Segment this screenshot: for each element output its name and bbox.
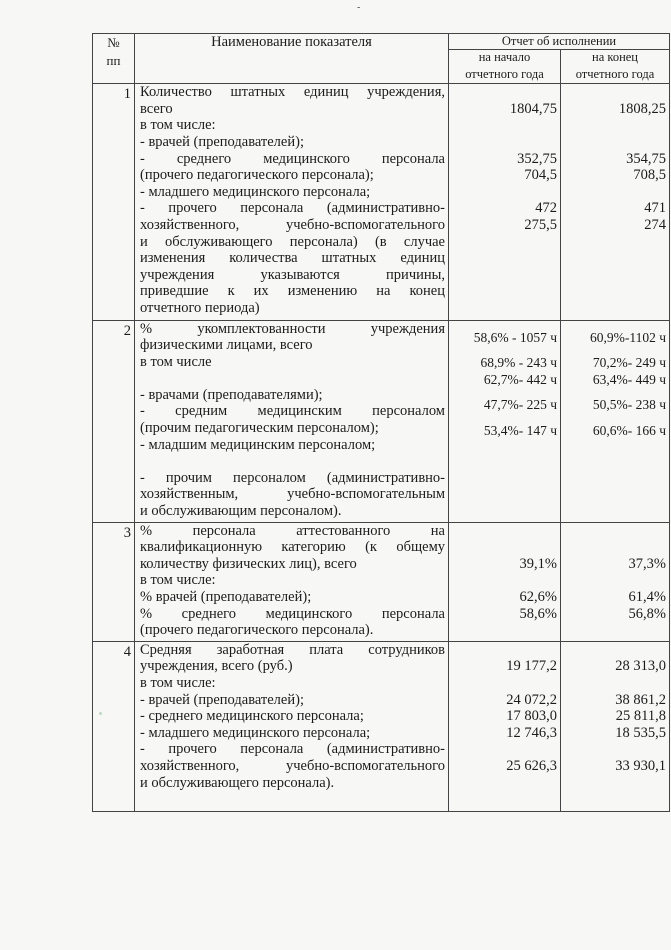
row-number: 1 — [93, 84, 135, 320]
row-name: % укомплектованности учреждения физическими лицами, всего в том числе - врачами (преподавателями); - средним медицинским персоналом (прочим педагогическим персоналом); - младшим медицинским персоналом; - прочим персоналом (административно- хозяйственным, учебно-вспомогательным и обслуживающим персоналом). — [135, 320, 449, 522]
header-group: Отчет об исполнении — [449, 34, 670, 50]
header-start: на начало отчетного года — [449, 50, 561, 84]
table-row — [93, 320, 670, 522]
start-values: 58,6% - 1057 ч 68,9% - 243 ч 62,7%- 442 ч 47,7%- 225 ч 53,4%- 147 ч — [449, 320, 561, 522]
table-row — [93, 84, 670, 320]
row-number: 2 — [93, 320, 135, 522]
row-name: % персонала аттестованного на квалификационную категорию (к общему количеству физических лиц), всего в том числе: % врачей (преподавателей); % среднего медицинского персонала (прочего педагогического персонала). — [135, 522, 449, 641]
start-values: 19 177,2 24 072,2 17 803,0 12 746,3 25 626,3 — [449, 641, 561, 811]
row-name: Средняя заработная плата сотрудников учреждения, всего (руб.) в том числе: - врачей (преподавателей); - среднего медицинского персонала; - младшего медицинского персонала; - прочего персонала (административно- хозяйственного, учебно-вспомогательного и обслуживающего персонала). — [135, 641, 449, 811]
row-number: 4 — [93, 641, 135, 811]
table-row — [93, 641, 670, 811]
header-end: на конец отчетного года — [561, 50, 670, 84]
end-values: 28 313,0 38 861,2 25 811,8 18 535,5 33 930,1 — [561, 641, 670, 811]
table-row — [93, 522, 670, 641]
end-values: 60,9%-1102 ч 70,2%- 249 ч 63,4%- 449 ч 50,5%- 238 ч 60,6%- 166 ч — [561, 320, 670, 522]
start-values: 1804,75 352,75 704,5 472 275,5 — [449, 84, 561, 320]
page-mark: - — [357, 2, 361, 13]
end-values: 37,3% 61,4% 56,8% — [561, 522, 670, 641]
header-row — [93, 34, 670, 50]
row-number: 3 — [93, 522, 135, 641]
start-values: 39,1% 62,6% 58,6% — [449, 522, 561, 641]
end-values: 1808,25 354,75 708,5 471 274 — [561, 84, 670, 320]
header-num: № пп — [93, 34, 135, 84]
report-table — [92, 33, 670, 812]
header-name: Наименование показателя — [135, 34, 449, 84]
row-name: Количество штатных единиц учреждения, всего в том числе: - врачей (преподавателей); - среднего медицинского персонала (прочего педагогического персонала); - младшего медицинского персонала; - прочего персонала (административно- хозяйственного, учебно-вспомогательного и обслуживающего персонала) (в случае изменения количества штатных единиц учреждения указываются причины, приведшие к их изменению на конец отчетного периода) — [135, 84, 449, 320]
